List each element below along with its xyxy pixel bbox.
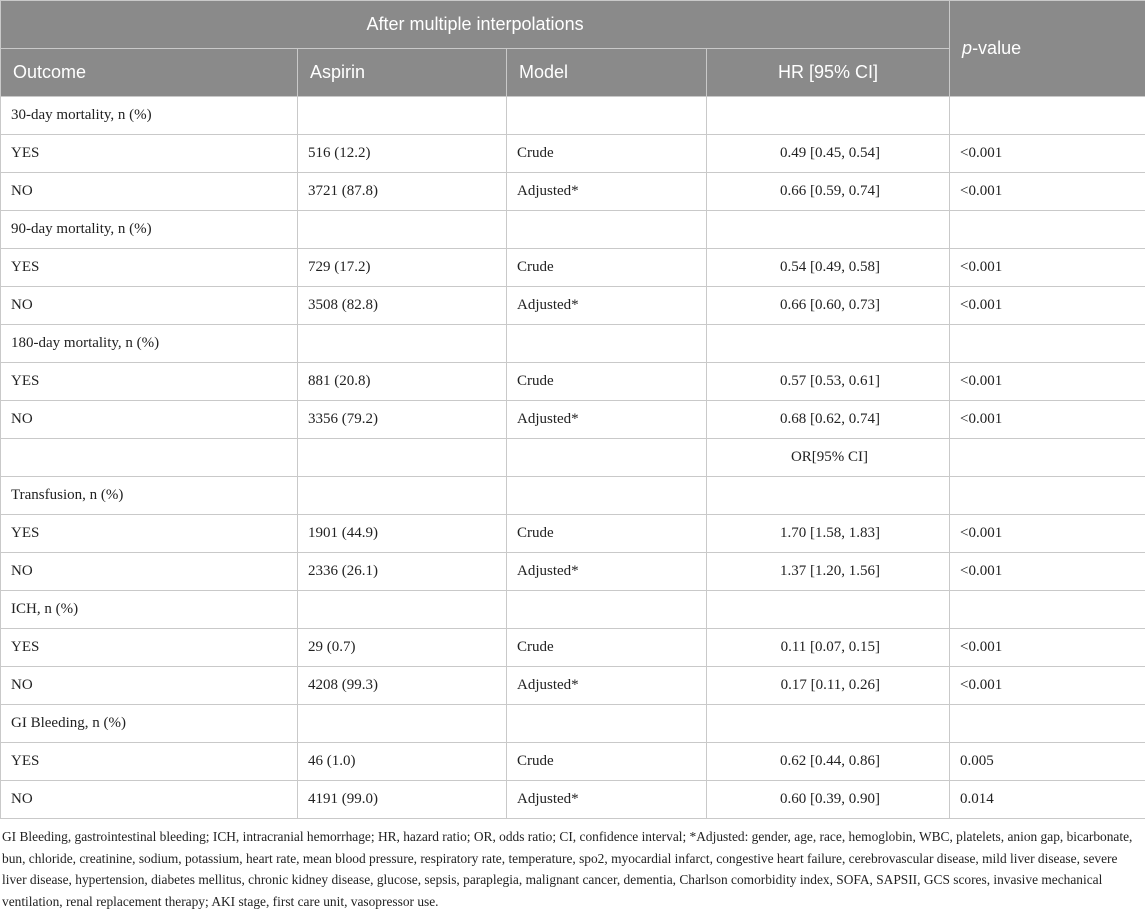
hr-ci-cell: 0.57 [0.53, 0.61]: [707, 363, 950, 401]
table-row: [1, 401, 1145, 439]
model-cell: Adjusted*: [507, 553, 707, 591]
hr-ci-cell: 1.70 [1.58, 1.83]: [707, 515, 950, 553]
table-row: [1, 705, 1145, 743]
aspirin-cell: 3356 (79.2): [298, 401, 507, 439]
aspirin-cell: 729 (17.2): [298, 249, 507, 287]
hr-ci-cell: [707, 591, 950, 629]
aspirin-cell: 4208 (99.3): [298, 667, 507, 705]
table-row: [1, 515, 1145, 553]
aspirin-cell: [298, 477, 507, 515]
outcome-cell: Transfusion, n (%): [1, 477, 298, 515]
p-value-cell: <0.001: [950, 249, 1145, 287]
hr-ci-cell: 0.66 [0.60, 0.73]: [707, 287, 950, 325]
outcome-cell: YES: [1, 629, 298, 667]
outcome-cell: 180-day mortality, n (%): [1, 325, 298, 363]
p-value-cell: <0.001: [950, 553, 1145, 591]
hr-ci-cell: 0.11 [0.07, 0.15]: [707, 629, 950, 667]
group-header-row: [1, 1, 1145, 49]
table-footnote: GI Bleeding, gastrointestinal bleeding; ICH, intracranial hemorrhage; HR, hazard ratio; OR, odds ratio; CI, confidence interval; *Adjusted: gender, age, race, hemoglobin, WBC, platelets, anion gap, bicarbonate, bun, chloride, creatinine, sodium, potassium, heart rate, mean blood pressure, respiratory rate, temperature, spo2, myocardial infarct, congestive heart failure, cerebrovascular disease, mild liver disease, severe liver disease, hypertension, diabetes mellitus, chronic kidney disease, glucose, sepsis, paraplegia, malignant cancer, dementia, Charlson comorbidity index, SOFA, SAPSII, GCS scores, invasive mechanical ventilation, renal replacement therapy; AKI stage, first care unit, vasopressor use.: [2, 829, 1133, 909]
hr-ci-cell: [707, 325, 950, 363]
model-header: Model: [507, 49, 707, 97]
outcome-cell: YES: [1, 515, 298, 553]
hr-ci-header: HR [95% CI]: [707, 49, 950, 97]
aspirin-cell: 1901 (44.9): [298, 515, 507, 553]
aspirin-cell: 2336 (26.1): [298, 553, 507, 591]
model-cell: [507, 97, 707, 135]
hr-ci-cell: [707, 97, 950, 135]
hr-ci-cell: 1.37 [1.20, 1.56]: [707, 553, 950, 591]
model-cell: Crude: [507, 515, 707, 553]
aspirin-cell: [298, 591, 507, 629]
aspirin-cell: 881 (20.8): [298, 363, 507, 401]
hr-ci-cell: 0.62 [0.44, 0.86]: [707, 743, 950, 781]
p-value-cell: <0.001: [950, 363, 1145, 401]
aspirin-header: Aspirin: [298, 49, 507, 97]
table-row: [1, 553, 1145, 591]
aspirin-cell: 46 (1.0): [298, 743, 507, 781]
aspirin-cell: 29 (0.7): [298, 629, 507, 667]
aspirin-cell: 4191 (99.0): [298, 781, 507, 819]
aspirin-cell: [298, 97, 507, 135]
table-row: [1, 591, 1145, 629]
p-value-cell: <0.001: [950, 629, 1145, 667]
outcome-cell: ICH, n (%): [1, 591, 298, 629]
aspirin-cell: 3508 (82.8): [298, 287, 507, 325]
model-cell: Adjusted*: [507, 667, 707, 705]
p-value-cell: <0.001: [950, 173, 1145, 211]
hr-ci-cell: [707, 705, 950, 743]
model-cell: Crude: [507, 629, 707, 667]
table-row: [1, 249, 1145, 287]
outcome-cell: YES: [1, 743, 298, 781]
hr-ci-cell: [707, 211, 950, 249]
table-row: [1, 363, 1145, 401]
p-value-cell: [950, 325, 1145, 363]
model-cell: [507, 325, 707, 363]
model-cell: [507, 211, 707, 249]
model-cell: [507, 477, 707, 515]
table-header: [1, 1, 1145, 97]
p-value-cell: <0.001: [950, 401, 1145, 439]
p-value-cell: [950, 477, 1145, 515]
table-body: [1, 97, 1145, 819]
model-cell: Crude: [507, 743, 707, 781]
outcome-cell: NO: [1, 287, 298, 325]
model-cell: Adjusted*: [507, 781, 707, 819]
p-value-cell: <0.001: [950, 667, 1145, 705]
p-value-cell: [950, 211, 1145, 249]
table-row: [1, 743, 1145, 781]
p-value-cell: [950, 705, 1145, 743]
outcome-cell: NO: [1, 667, 298, 705]
table-row: [1, 667, 1145, 705]
outcome-header: Outcome: [1, 49, 298, 97]
table-row: [1, 781, 1145, 819]
p-value-header: [950, 1, 1145, 97]
outcome-cell: YES: [1, 363, 298, 401]
hr-ci-cell: [707, 477, 950, 515]
model-cell: [507, 439, 707, 477]
outcome-cell: NO: [1, 553, 298, 591]
aspirin-cell: [298, 325, 507, 363]
p-value-cell: <0.001: [950, 515, 1145, 553]
or-subheader-row: [1, 439, 1145, 477]
p-value-header-italic: p: [962, 38, 973, 58]
table-row: [1, 325, 1145, 363]
aspirin-cell: 3721 (87.8): [298, 173, 507, 211]
model-cell: Crude: [507, 249, 707, 287]
table-row: [1, 97, 1145, 135]
outcome-cell: YES: [1, 135, 298, 173]
model-cell: Crude: [507, 363, 707, 401]
p-value-cell: 0.014: [950, 781, 1145, 819]
hr-ci-cell: 0.54 [0.49, 0.58]: [707, 249, 950, 287]
group-header: After multiple interpolations: [1, 1, 950, 49]
outcome-cell: 90-day mortality, n (%): [1, 211, 298, 249]
p-value-cell: [950, 97, 1145, 135]
table-row: [1, 629, 1145, 667]
aspirin-cell: [298, 705, 507, 743]
hr-ci-cell: 0.49 [0.45, 0.54]: [707, 135, 950, 173]
outcome-cell: GI Bleeding, n (%): [1, 705, 298, 743]
outcome-cell: NO: [1, 781, 298, 819]
hr-ci-cell: 0.66 [0.59, 0.74]: [707, 173, 950, 211]
p-value-cell: <0.001: [950, 287, 1145, 325]
model-cell: Adjusted*: [507, 287, 707, 325]
table-row: [1, 477, 1145, 515]
hr-ci-cell: OR[95% CI]: [707, 439, 950, 477]
outcome-cell: NO: [1, 173, 298, 211]
aspirin-cell: [298, 211, 507, 249]
model-cell: Crude: [507, 135, 707, 173]
hr-ci-cell: 0.68 [0.62, 0.74]: [707, 401, 950, 439]
hr-ci-cell: 0.17 [0.11, 0.26]: [707, 667, 950, 705]
table-row: [1, 135, 1145, 173]
outcome-cell: NO: [1, 401, 298, 439]
model-cell: Adjusted*: [507, 173, 707, 211]
table-row: [1, 173, 1145, 211]
outcome-cell: [1, 439, 298, 477]
p-value-cell: [950, 591, 1145, 629]
model-cell: Adjusted*: [507, 401, 707, 439]
aspirin-cell: [298, 439, 507, 477]
p-value-cell: [950, 439, 1145, 477]
outcome-cell: YES: [1, 249, 298, 287]
p-value-cell: 0.005: [950, 743, 1145, 781]
outcome-cell: 30-day mortality, n (%): [1, 97, 298, 135]
p-value-header-rest: -value: [972, 38, 1022, 58]
p-value-cell: <0.001: [950, 135, 1145, 173]
table-row: [1, 287, 1145, 325]
table-row: [1, 211, 1145, 249]
model-cell: [507, 591, 707, 629]
hr-ci-cell: 0.60 [0.39, 0.90]: [707, 781, 950, 819]
aspirin-cell: 516 (12.2): [298, 135, 507, 173]
model-cell: [507, 705, 707, 743]
